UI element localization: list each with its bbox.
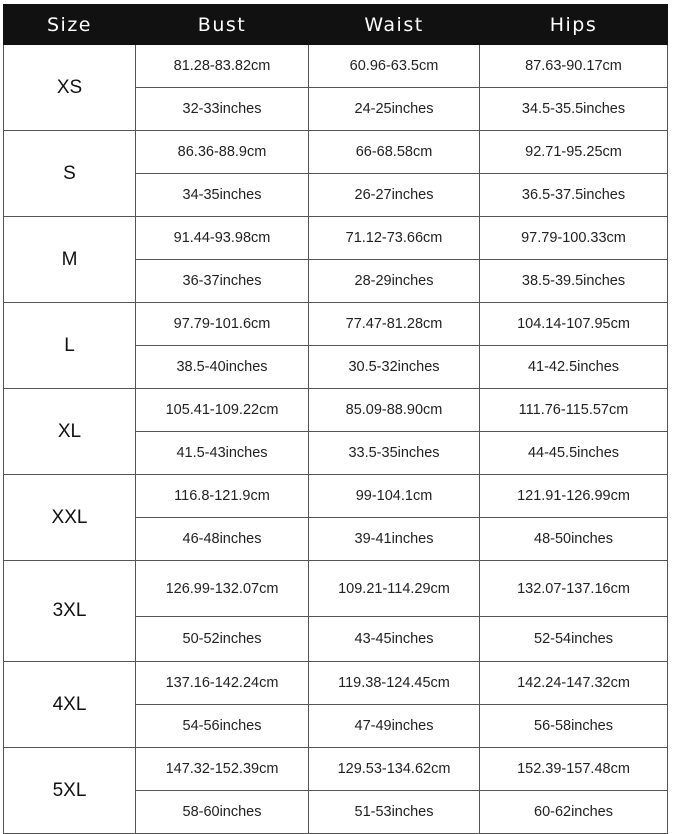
bust-cm-cell: 81.28-83.82cm: [136, 45, 309, 88]
header-waist: Waist: [309, 5, 480, 45]
bust-cm-cell: 91.44-93.98cm: [136, 217, 309, 260]
hips-cm-cell: 152.39-157.48cm: [480, 748, 668, 791]
hips-cm-cell: 142.24-147.32cm: [480, 662, 668, 705]
waist-cm-cell: 60.96-63.5cm: [309, 45, 480, 88]
size-label: XL: [4, 389, 136, 475]
header-bust: Bust: [136, 5, 309, 45]
hips-inches-cell: 34.5-35.5inches: [480, 88, 668, 131]
table-row: [4, 217, 668, 260]
table-row: [4, 131, 668, 174]
bust-inches-cell: 38.5-40inches: [136, 346, 309, 389]
bust-inches-cell: 36-37inches: [136, 260, 309, 303]
hips-inches-cell: 56-58inches: [480, 705, 668, 748]
waist-cm-cell: 85.09-88.90cm: [309, 389, 480, 432]
table-row: [4, 45, 668, 88]
bust-inches-cell: 54-56inches: [136, 705, 309, 748]
size-chart-table: [3, 4, 668, 834]
hips-cm-cell: 121.91-126.99cm: [480, 475, 668, 518]
header-hips: Hips: [480, 5, 668, 45]
hips-inches-cell: 41-42.5inches: [480, 346, 668, 389]
hips-cm-cell: 132.07-137.16cm: [480, 561, 668, 617]
hips-inches-cell: 36.5-37.5inches: [480, 174, 668, 217]
header-row: [4, 5, 668, 45]
size-label: 5XL: [4, 748, 136, 834]
table-row: [4, 748, 668, 791]
hips-inches-cell: 38.5-39.5inches: [480, 260, 668, 303]
bust-inches-cell: 41.5-43inches: [136, 432, 309, 475]
waist-cm-cell: 77.47-81.28cm: [309, 303, 480, 346]
table-row: [4, 303, 668, 346]
bust-inches-cell: 46-48inches: [136, 518, 309, 561]
waist-inches-cell: 28-29inches: [309, 260, 480, 303]
waist-inches-cell: 24-25inches: [309, 88, 480, 131]
table-row: [4, 389, 668, 432]
table-row: [4, 662, 668, 705]
hips-inches-cell: 52-54inches: [480, 617, 668, 662]
size-label: 3XL: [4, 561, 136, 662]
bust-cm-cell: 97.79-101.6cm: [136, 303, 309, 346]
bust-cm-cell: 86.36-88.9cm: [136, 131, 309, 174]
waist-cm-cell: 129.53-134.62cm: [309, 748, 480, 791]
waist-inches-cell: 33.5-35inches: [309, 432, 480, 475]
hips-cm-cell: 87.63-90.17cm: [480, 45, 668, 88]
waist-inches-cell: 43-45inches: [309, 617, 480, 662]
waist-cm-cell: 66-68.58cm: [309, 131, 480, 174]
waist-cm-cell: 109.21-114.29cm: [309, 561, 480, 617]
waist-inches-cell: 30.5-32inches: [309, 346, 480, 389]
hips-cm-cell: 97.79-100.33cm: [480, 217, 668, 260]
waist-cm-cell: 99-104.1cm: [309, 475, 480, 518]
bust-inches-cell: 32-33inches: [136, 88, 309, 131]
bust-cm-cell: 147.32-152.39cm: [136, 748, 309, 791]
hips-cm-cell: 104.14-107.95cm: [480, 303, 668, 346]
hips-inches-cell: 44-45.5inches: [480, 432, 668, 475]
size-label: L: [4, 303, 136, 389]
waist-cm-cell: 71.12-73.66cm: [309, 217, 480, 260]
bust-cm-cell: 126.99-132.07cm: [136, 561, 309, 617]
bust-inches-cell: 34-35inches: [136, 174, 309, 217]
size-label: S: [4, 131, 136, 217]
size-label: XS: [4, 45, 136, 131]
waist-inches-cell: 51-53inches: [309, 791, 480, 834]
table-row: [4, 561, 668, 617]
waist-inches-cell: 47-49inches: [309, 705, 480, 748]
waist-inches-cell: 39-41inches: [309, 518, 480, 561]
hips-inches-cell: 48-50inches: [480, 518, 668, 561]
size-label: 4XL: [4, 662, 136, 748]
bust-cm-cell: 105.41-109.22cm: [136, 389, 309, 432]
size-rows: [4, 45, 668, 834]
header-size: Size: [4, 5, 136, 45]
bust-inches-cell: 58-60inches: [136, 791, 309, 834]
bust-cm-cell: 137.16-142.24cm: [136, 662, 309, 705]
size-label: XXL: [4, 475, 136, 561]
hips-cm-cell: 92.71-95.25cm: [480, 131, 668, 174]
size-label: M: [4, 217, 136, 303]
bust-cm-cell: 116.8-121.9cm: [136, 475, 309, 518]
table-row: [4, 475, 668, 518]
waist-cm-cell: 119.38-124.45cm: [309, 662, 480, 705]
hips-cm-cell: 111.76-115.57cm: [480, 389, 668, 432]
hips-inches-cell: 60-62inches: [480, 791, 668, 834]
waist-inches-cell: 26-27inches: [309, 174, 480, 217]
bust-inches-cell: 50-52inches: [136, 617, 309, 662]
